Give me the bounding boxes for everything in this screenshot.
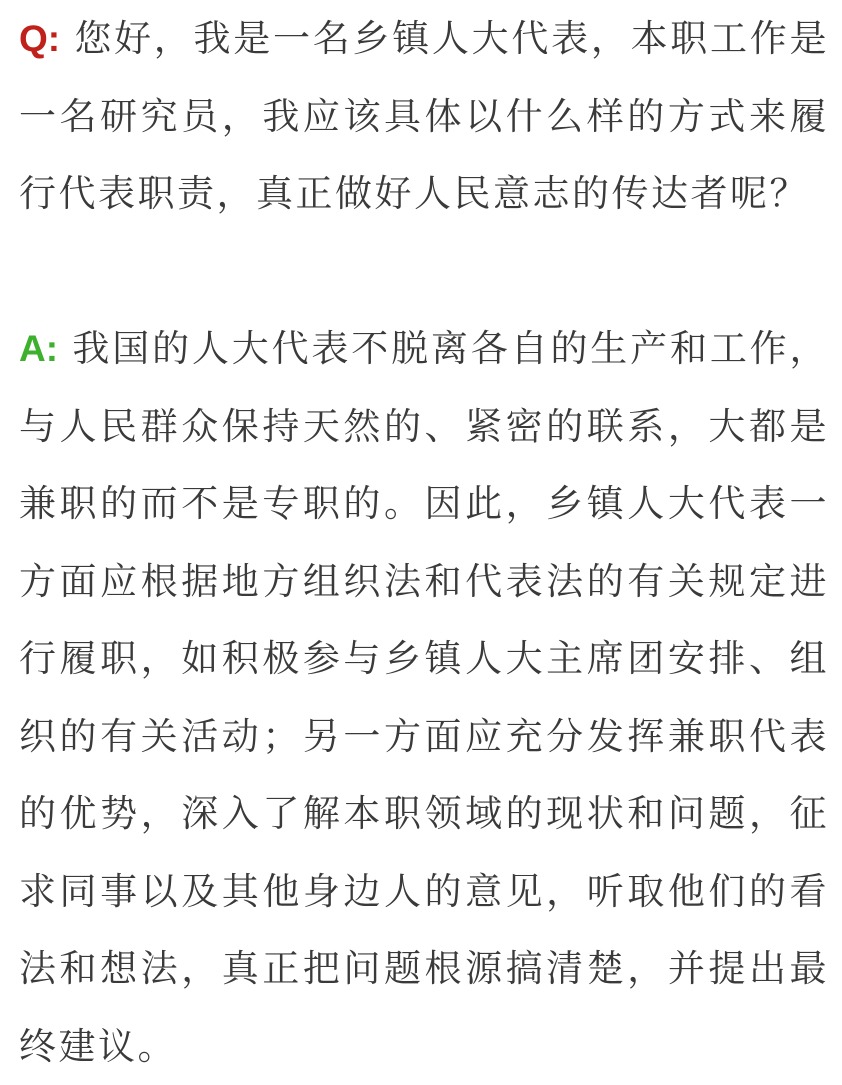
answer-text: 我国的人大代表不脱离各自的生产和工作，与人民群众保持天然的、紧密的联系，大都是兼职的而不是专职的。因此，乡镇人大代表一方面应根据地方组织法和代表法的有关规定进行履职，如积极参与乡镇人大主席团安排、组织的有关活动；另一方面应充分发挥兼职代表的优势，深入了解本职领域的现状和问题，征求同事以及其他身边人的意见，听取他们的看法和想法，真正把问题根源搞清楚，并提出最终建议。 <box>19 327 829 1068</box>
question-paragraph <box>19 0 829 233</box>
question-text: 您好，我是一名乡镇人大代表，本职工作是一名研究员，我应该具体以什么样的方式来履行代表职责，真正做好人民意志的传达者呢？ <box>19 17 829 215</box>
answer-paragraph <box>19 310 829 1085</box>
question-marker: Q: <box>19 18 61 59</box>
answer-marker: A: <box>19 328 59 369</box>
